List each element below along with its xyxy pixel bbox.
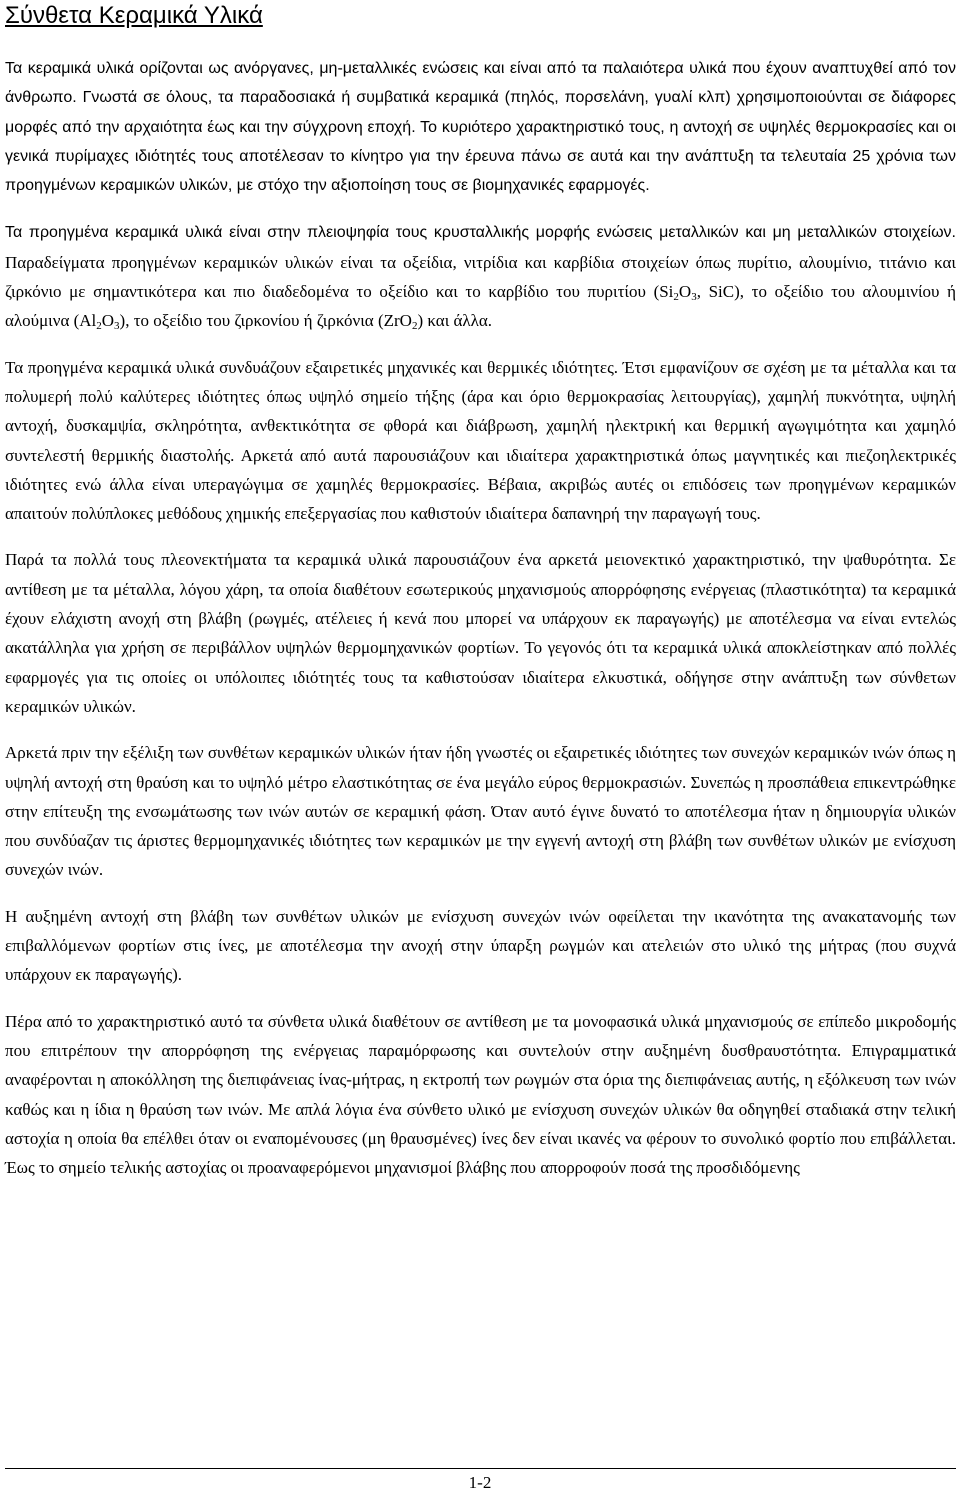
paragraph-damage-tolerance: Η αυξημένη αντοχή στη βλάβη των συνθέτων υλικών με ενίσχυση συνεχών ινών οφείλεται την ικανότητα της ανακατανομής των επιβαλλόμενων φορτίων στις ίνες, με αποτέλεσμα την ανοχή στην ύπαρξη ρωγμών και ατελειών στο υλικό της μήτρας (που συχνά υπάρχουν εκ παραγωγής).	[5, 906, 956, 985]
subscript: 3	[691, 291, 697, 304]
paragraph-brittleness: Παρά τα πολλά τους πλεονεκτήματα τα κεραμικά υλικά παρουσιάζουν ένα αρκετά μειονεκτικό χαρακτηριστικό, την ψαθυρότητα. Σε αντίθεση με τα μέταλλα, λόγου χάρη, τα οποία διαθέτουν εσωτερικούς μηχανισμούς απορρόφησης ενέργειας (πλαστικότητα) τα κεραμικά έχουν ελάχιστη ανοχή στη βλάβη (ρωγμές, ατέλειες ή κενά που μπορεί να υπάρχουν εκ παραγωγής) με αποτέλεσμα να είναι εντελώς ακατάλληλα για χρήση σε περιβάλλον υψηλών θερμομηχανικών φορτίων. Το γεγονός ότι τα κεραμικά υλικά αποκλείστηκαν από πολλές εφαρμογές για τις οποίες οι υπόλοιπες ιδιότητές τους τα καθιστούσαν ιδιαίτερα ελκυστικά, οδήγησε στην ανάπτυξη των σύνθετων κεραμικών υλικών.	[5, 550, 956, 716]
paragraph-advanced-ceramics	[5, 217, 956, 335]
subscript: 3	[114, 320, 120, 333]
page-number: 1-2	[468, 1473, 492, 1492]
paragraph-intro-part1: Τα κεραμικά υλικά ορίζονται ως ανόργανες, μη-μεταλλικές ενώσεις και είναι από τα παλαιότερα υλικά που έχουν αναπτυχθεί από τον άνθρωπο. Γνωστά σε όλους, τα παραδοσιακά ή συμβατικά κεραμικά (πηλός, πορσελάνη, γυαλί κλπ) χρησιμοποιούνται σε διάφορες μορφές από την αρχαιότητα έως και την σύγχρονη εποχή.	[5, 60, 956, 136]
subscript: 2	[96, 320, 102, 333]
paragraph-advanced-ceramics-part1: Τα προηγμένα κεραμικά υλικά είναι στην πλειοψηφία τους κρυσταλλικής μορφής ενώσεις μεταλλικών και μη μεταλλικών στοιχείων.	[5, 224, 956, 242]
paragraph-microstructure-mechanisms: Πέρα από το χαρακτηριστικό αυτό τα σύνθετα υλικά διαθέτουν σε αντίθεση με τα μονοφασικά υλικά μηχανισμούς σε επίπεδο μικροδομής που επιτρέπουν την απορρόφηση της ενέργειας παραμόρφωσης και συντελούν στην αυξημένη δυσθραυστότητα. Επιγραμματικά αναφέρονται η αποκόλληση της διεπιφάνειας ίνας-μήτρας, η εκτροπή των ρωγμών στα όρια της διεπιφάνειας αυτής, η εξόλκευση των ινών καθώς και η ίδια η θραύση των ινών. Με απλά λόγια ένα σύνθετο υλικό με ενίσχυση συνεχών υλικών θα οδηγηθεί σταδιακά στην τελική αστοχία η οποία θα επέλθει όταν οι εναπομένουσες (μη θραυσμένες) ίνες δεν είναι ικανές να φέρουν το συνολικό φορτίο που επιβάλλεται. Έως το σημείο τελικής αστοχίας οι προαναφερόμενοι μηχανισμοί βλάβης που απορροφούν ποσά της προσδιδόμενης	[5, 1011, 956, 1178]
paragraph-continuous-fibers: Αρκετά πριν την εξέλιξη των συνθέτων κεραμικών υλικών ήταν ήδη γνωστές οι εξαιρετικές ιδιότητες των συνεχών κεραμικών ινών όπως η υψηλή αντοχή στη θραύση και το υψηλό μέτρο ελαστικότητας σε ένα μεγάλο εύρος θερμοκρασιών. Συνεπώς η προσπάθεια επικεντρώθηκε στην επίτευξη της ενσωμάτωσης των ινών αυτών σε κεραμική φάση. Όταν αυτό έγινε δυνατό το αποτέλεσμα ήταν η δημιουργία υλικών που συνδύαζαν τις άριστες θερμομηχανικές ιδιότητες των κεραμικών με την εγγενή αντοχή στη βλάβη των συνθέτων υλικών με ενίσχυση συνεχών ινών.	[5, 743, 956, 880]
footer-divider	[5, 1468, 956, 1469]
text-fragment: O	[678, 282, 692, 302]
page-title: Σύνθετα Κεραμικά Υλικά	[5, 2, 263, 29]
text-fragment: , SiC), το οξείδιο του αλουμινίου ή αλούμινα (Al	[5, 282, 956, 331]
body-text	[5, 54, 956, 1199]
text-fragment: ) και άλλα.	[417, 311, 493, 331]
text-fragment: O	[101, 311, 115, 331]
subscript: 2	[673, 291, 679, 304]
text-fragment: ), το οξείδιο του ζιρκονίου ή ζιρκόνια (ZrO	[119, 311, 412, 331]
paragraph-advanced-ceramics-part2: Παραδείγματα προηγμένων κεραμικών υλικών είναι τα οξείδια, νιτρίδια και καρβίδια στοιχείων όπως πυρίτιο, αλουμίνιο, τιτάνιο και ζιρκόνιο με σημαντικότερα και πιο διαδεδομένα το οξείδιο και το καρβίδιο του πυριτίου (Si	[5, 252, 956, 302]
paragraph-intro	[5, 54, 956, 200]
paragraph-properties: Τα προηγμένα κεραμικά υλικά συνδυάζουν εξαιρετικές μηχανικές και θερμικές ιδιότητες. Έτσι εμφανίζουν σε σχέση με τα μέταλλα και τα πολυμερή πολύ καλύτερες ιδιότητες όπως υψηλό σημείο τήξης (άρα και όριο θερμοκρασίας λειτουργίας), χαμηλή πυκνότητα, υψηλή αντοχή, δυσκαμψία, σκληρότητα, ανθεκτικότητα σε φθορά και διάβρωση, χαμηλή ηλεκτρική και θερμική αγωγιμότητα και χαμηλό συντελεστή θερμικής διαστολής. Αρκετά από αυτά παρουσιάζουν και ιδιαίτερα χαρακτηριστικά όπως μαγνητικές και πιεζοηλεκτρικές ιδιότητες ενώ άλλα είναι υπεραγώγιμα σε χαμηλές θερμοκρασίες. Βέβαια, ακριβώς αυτές οι επιδόσεις των προηγμένων κεραμικών απαιτούν πολύπλοκες μεθόδους χημικής επεξεργασίας που καθιστούν ιδιαίτερα δαπανηρή την παραγωγή τους.	[5, 357, 956, 524]
subscript: 2	[411, 320, 418, 333]
paragraph-intro-part2: Το κυριότερο χαρακτηριστικό τους, η αντοχή σε υψηλές θερμοκρασίες και οι γενικά πυρίμαχες ιδιότητές τους αποτέλεσαν το κίνητρο για την έρευνα πάνω σε αυτά και την ανάπτυξη τα τελευταία 25 χρόνια των προηγμένων κεραμικών υλικών, με στόχο την αξιοποίηση τους σε βιομηχανικές εφαρμογές.	[5, 118, 957, 195]
